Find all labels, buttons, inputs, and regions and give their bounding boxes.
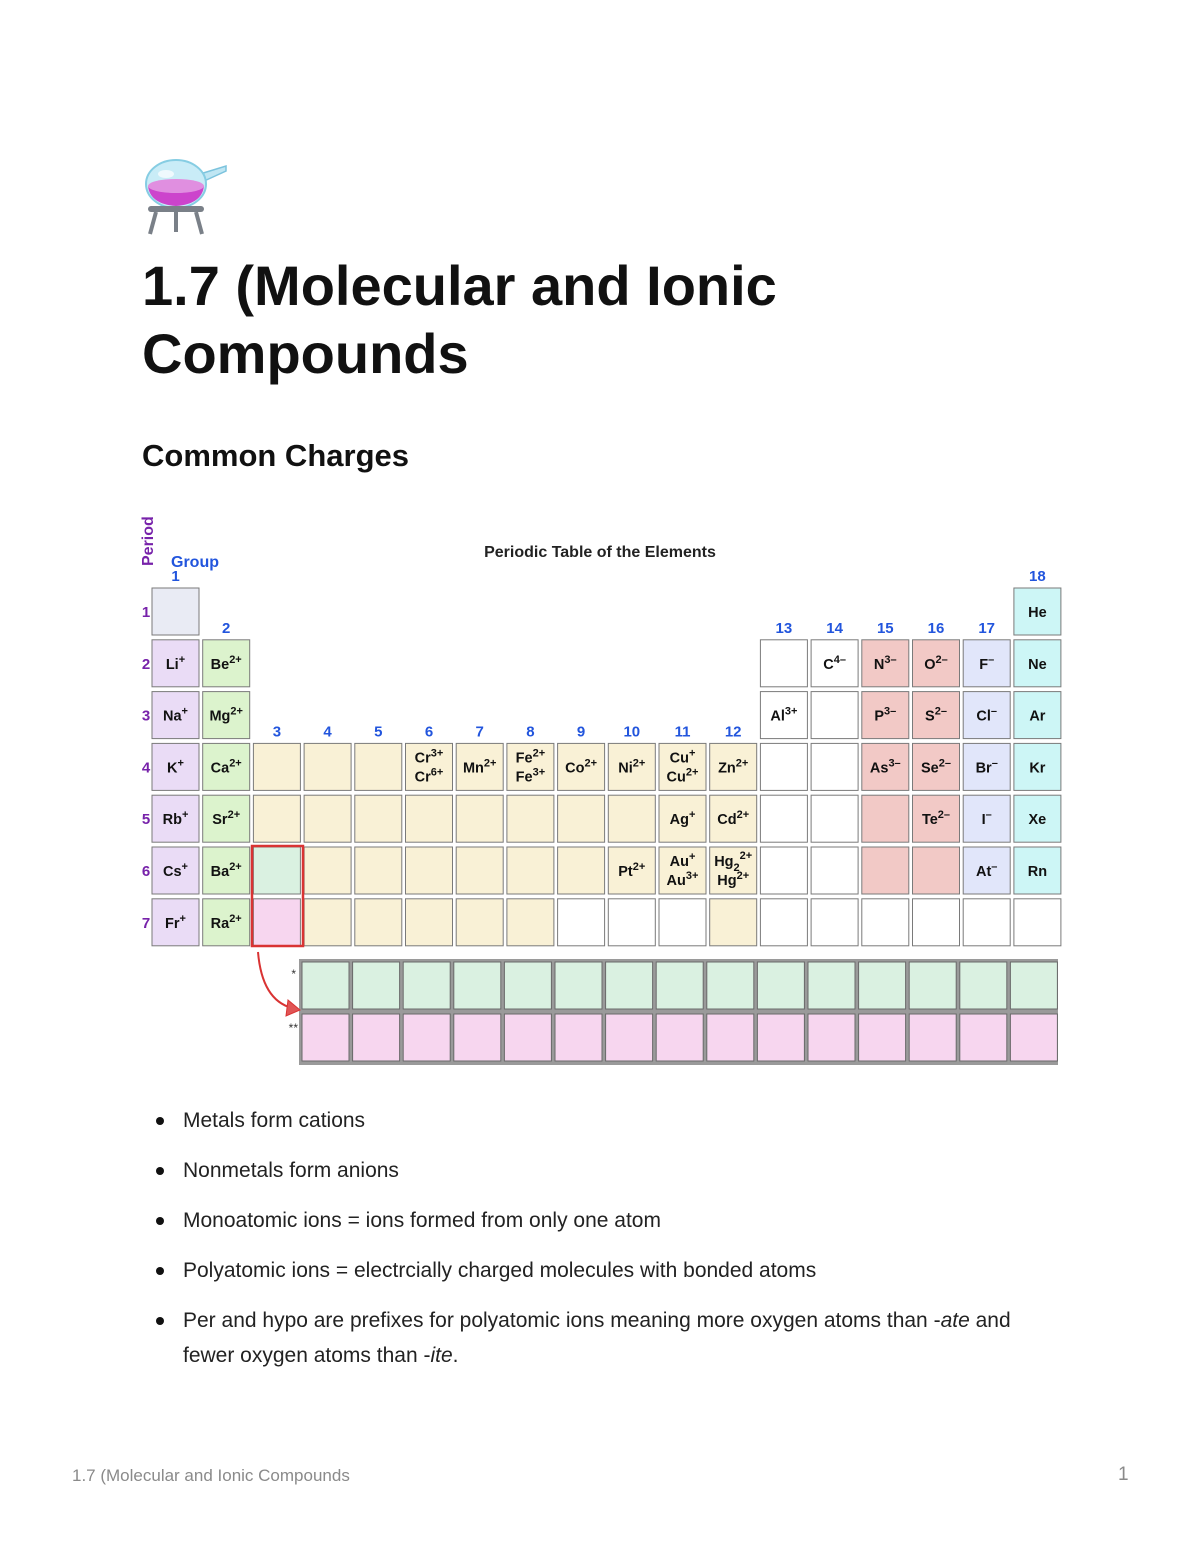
cell-box xyxy=(608,899,655,946)
ion-label: Cu+ xyxy=(669,747,696,767)
group-axis-label: Group xyxy=(171,554,219,571)
ion-label: $Cu^{2+}$ xyxy=(666,766,699,786)
element-cell xyxy=(203,640,250,687)
element-cell xyxy=(862,743,909,790)
group-number: 15 xyxy=(876,619,894,637)
periodic-table xyxy=(0,500,1200,1080)
cell-box xyxy=(811,743,858,790)
element-cell xyxy=(355,743,402,790)
list-item xyxy=(156,1103,1056,1138)
element-cell xyxy=(406,847,453,894)
group-number: 8 xyxy=(526,723,535,741)
ion-label: $Au^{3+}$ xyxy=(666,870,699,889)
cell-box xyxy=(558,847,605,894)
period-number: 1 xyxy=(141,604,151,621)
f-block-cell xyxy=(859,962,906,1009)
period-number: 2 xyxy=(141,655,151,673)
ion-label: $Fe^{2+}$ xyxy=(515,747,546,767)
group-number: 6 xyxy=(424,723,434,741)
element-cell xyxy=(304,899,351,946)
f-block-cell xyxy=(859,1014,906,1061)
f-block-cell xyxy=(1010,962,1057,1009)
element-cell xyxy=(507,899,554,946)
period-number: 4 xyxy=(141,759,151,777)
element-cell xyxy=(1014,795,1061,842)
element-cell xyxy=(608,899,655,946)
ion-label: Ag+ xyxy=(669,809,696,829)
element-cell xyxy=(507,743,554,790)
f-block-cell xyxy=(606,1014,653,1061)
f-block-cell xyxy=(808,962,855,1009)
list-item-text: Metals form cations xyxy=(183,1109,366,1132)
ion-label: Ne xyxy=(1028,656,1047,673)
cell-box xyxy=(760,795,807,842)
ion-label: Cl– xyxy=(976,705,998,725)
f-block-cell xyxy=(1010,1014,1057,1061)
group-number: 14 xyxy=(826,619,843,637)
group-number: 10 xyxy=(623,723,641,741)
element-cell xyxy=(659,743,706,790)
cell-box xyxy=(253,899,300,946)
cell-box xyxy=(913,847,960,894)
element-cell xyxy=(811,692,858,739)
element-cell xyxy=(760,899,807,946)
cell-box xyxy=(862,899,909,946)
element-cell xyxy=(558,795,605,842)
cell-box xyxy=(811,692,858,739)
element-cell xyxy=(811,640,858,687)
bullet-icon xyxy=(156,1317,164,1325)
element-cell xyxy=(152,899,199,946)
group-number: 18 xyxy=(1029,568,1046,585)
element-cell xyxy=(1014,847,1061,894)
element-cell xyxy=(456,795,503,842)
element-cell xyxy=(456,899,503,946)
cell-box xyxy=(608,795,655,842)
f-block-cell xyxy=(960,1014,1007,1061)
element-cell xyxy=(152,588,199,635)
element-cell xyxy=(659,899,706,946)
cell-box xyxy=(710,899,757,946)
ion-label: $Co^{2+}$ xyxy=(565,757,598,777)
f-block-cell xyxy=(656,962,703,1009)
ion-label: $O^{2-}$ xyxy=(924,653,948,673)
f-block-rows xyxy=(299,959,1058,1065)
group-number: 9 xyxy=(576,723,586,741)
group-number: 5 xyxy=(374,723,383,741)
element-cell xyxy=(963,692,1010,739)
group-number: 13 xyxy=(775,619,793,637)
ion-label: Na+ xyxy=(163,705,188,725)
arrow-icon xyxy=(258,952,292,1008)
element-cell xyxy=(913,743,960,790)
cell-box xyxy=(558,795,605,842)
f-block-cell xyxy=(606,962,653,1009)
element-cell xyxy=(913,899,960,946)
element-cell xyxy=(913,692,960,739)
period-number: 7 xyxy=(141,914,151,932)
ion-label: At– xyxy=(975,861,998,880)
element-cell xyxy=(355,847,402,894)
ion-label: Rn xyxy=(1027,864,1048,880)
element-cell xyxy=(608,743,655,790)
lanthanide-marker: * xyxy=(291,967,296,981)
element-cell xyxy=(710,899,757,946)
ion-label: $Hg_2^{2+}$ xyxy=(714,850,753,874)
ion-label: $Mn^{2+}$ xyxy=(462,757,497,777)
ion-label: He xyxy=(1028,605,1047,621)
element-cell xyxy=(811,899,858,946)
element-cell xyxy=(760,692,807,739)
f-block-cell xyxy=(302,1014,349,1061)
element-cell xyxy=(760,847,807,894)
bullet-icon xyxy=(156,1267,164,1275)
f-block-cell xyxy=(808,1014,855,1061)
element-cell xyxy=(963,640,1010,687)
f-block-cell xyxy=(707,1014,754,1061)
element-cell xyxy=(710,795,757,842)
element-cell xyxy=(1014,743,1061,790)
cell-box xyxy=(811,847,858,894)
cell-box xyxy=(406,899,453,946)
element-cell xyxy=(203,899,250,946)
f-block-cell xyxy=(909,962,956,1009)
list-item xyxy=(156,1203,1056,1238)
element-cell xyxy=(406,795,453,842)
periodic-table-title: Periodic Table of the Elements xyxy=(484,544,716,561)
cell-box xyxy=(659,899,706,946)
ion-label: $N^{3-}$ xyxy=(873,653,897,673)
page-number: 1 xyxy=(1118,1464,1129,1485)
ion-label: Ar xyxy=(1029,708,1046,725)
ion-label: $Mg^{2+}$ xyxy=(209,705,243,725)
ion-label: $Ca^{2+}$ xyxy=(210,757,242,777)
cell-box xyxy=(913,899,960,946)
ion-label: $C^{4-}$ xyxy=(823,653,846,673)
cell-box xyxy=(456,795,503,842)
group-number: 11 xyxy=(674,723,691,741)
element-cell xyxy=(253,899,300,946)
ion-label: $Pt^{2+}$ xyxy=(618,861,646,880)
element-cell xyxy=(862,899,909,946)
f-block-cell xyxy=(757,1014,804,1061)
element-cell xyxy=(963,847,1010,894)
element-cell xyxy=(811,795,858,842)
cell-box xyxy=(507,899,554,946)
ion-label: $Hg^{2+}$ xyxy=(717,870,750,889)
element-cell xyxy=(355,795,402,842)
f-block-cell xyxy=(555,1014,602,1061)
element-cell xyxy=(152,743,199,790)
text-part: Per and hypo are prefixes for polyatomic ions meaning more oxygen atoms than - xyxy=(183,1309,941,1332)
element-cell xyxy=(1014,640,1061,687)
element-cell xyxy=(862,795,909,842)
period-number: 5 xyxy=(141,811,151,829)
ion-label: K+ xyxy=(167,757,184,777)
f-block-cell xyxy=(707,962,754,1009)
cell-box xyxy=(152,588,199,635)
element-cell xyxy=(152,847,199,894)
element-cell xyxy=(253,795,300,842)
bullet-icon xyxy=(156,1117,164,1125)
period-axis-label: Period xyxy=(140,516,157,566)
cell-box xyxy=(406,795,453,842)
group-number: 12 xyxy=(724,723,742,741)
cell-box xyxy=(507,795,554,842)
list-item xyxy=(156,1303,1056,1373)
emphasis-ite: ite xyxy=(430,1344,453,1367)
element-cell xyxy=(304,847,351,894)
cell-box xyxy=(862,795,909,842)
f-block-cell xyxy=(504,1014,551,1061)
group-number: 2 xyxy=(222,619,231,637)
ion-label: Fr+ xyxy=(165,912,186,932)
element-cell xyxy=(507,795,554,842)
group-number: 17 xyxy=(978,619,996,637)
cell-box xyxy=(304,899,351,946)
group-number: 1 xyxy=(171,568,180,585)
element-cell xyxy=(558,847,605,894)
element-cell xyxy=(507,847,554,894)
cell-box xyxy=(862,847,909,894)
element-cell xyxy=(1014,588,1061,635)
cell-box xyxy=(1014,899,1061,946)
element-cell xyxy=(203,743,250,790)
element-cell xyxy=(963,795,1010,842)
ion-label: $Sr^{2+}$ xyxy=(212,809,241,829)
element-cell xyxy=(152,640,199,687)
cell-box xyxy=(304,743,351,790)
element-cell xyxy=(203,692,250,739)
element-cell xyxy=(304,743,351,790)
element-cell xyxy=(811,743,858,790)
list-item xyxy=(156,1253,1056,1288)
period-number: 3 xyxy=(141,707,151,725)
element-cell xyxy=(1014,692,1061,739)
cell-box xyxy=(760,743,807,790)
element-cell xyxy=(710,743,757,790)
element-cell xyxy=(406,743,453,790)
list-item xyxy=(156,1153,1056,1188)
group-number: 4 xyxy=(323,723,332,741)
bullet-icon xyxy=(156,1167,164,1175)
element-cell xyxy=(558,899,605,946)
cell-box xyxy=(963,899,1010,946)
ion-label: $Ba^{2+}$ xyxy=(210,861,242,880)
ion-label: Br– xyxy=(975,757,998,777)
element-cell xyxy=(608,795,655,842)
element-cell xyxy=(862,640,909,687)
ion-label: Xe xyxy=(1028,812,1047,829)
actinide-marker: ** xyxy=(288,1021,298,1035)
ion-label: Cs+ xyxy=(163,861,188,880)
ion-label: Rb+ xyxy=(162,809,189,829)
f-block-cell xyxy=(909,1014,956,1061)
element-cell xyxy=(963,899,1010,946)
cell-box xyxy=(456,847,503,894)
f-block-cell xyxy=(353,962,400,1009)
text-part: and fewer oxygen atoms than - xyxy=(183,1309,1011,1367)
list-item-text: Nonmetals form anions xyxy=(183,1159,399,1182)
cell-box xyxy=(760,847,807,894)
element-cell xyxy=(558,743,605,790)
ion-label: $Ni^{2+}$ xyxy=(618,757,646,777)
element-cell xyxy=(862,692,909,739)
ion-label: $Se^{2-}$ xyxy=(921,757,951,777)
f-block-cell xyxy=(757,962,804,1009)
cell-box xyxy=(456,899,503,946)
cell-box xyxy=(355,743,402,790)
list-item-text: Monoatomic ions = ions formed from only one atom xyxy=(183,1209,661,1232)
element-cell xyxy=(608,847,655,894)
cell-box xyxy=(760,640,807,687)
f-block-cell xyxy=(454,1014,501,1061)
element-cell xyxy=(659,795,706,842)
element-cell xyxy=(253,847,300,894)
cell-box xyxy=(253,847,300,894)
bullet-icon xyxy=(156,1217,164,1225)
f-block-cell xyxy=(555,962,602,1009)
cell-box xyxy=(811,899,858,946)
cell-box xyxy=(355,795,402,842)
f-block-cell xyxy=(504,962,551,1009)
alembic-icon xyxy=(142,152,228,236)
ion-label: $Te^{2-}$ xyxy=(921,809,951,829)
ion-label: Li+ xyxy=(165,653,186,673)
element-cell xyxy=(203,795,250,842)
element-cell xyxy=(152,795,199,842)
f-block-cell xyxy=(302,962,349,1009)
cell-box xyxy=(253,743,300,790)
element-cell xyxy=(203,847,250,894)
period-numbers xyxy=(142,604,151,932)
element-cell xyxy=(760,743,807,790)
element-cell xyxy=(913,640,960,687)
arrow-head-icon xyxy=(286,1000,300,1016)
ion-label: F– xyxy=(979,653,995,673)
cell-box xyxy=(760,899,807,946)
element-cell xyxy=(456,847,503,894)
period-number: 6 xyxy=(141,863,151,880)
f-block-cell xyxy=(353,1014,400,1061)
group-number: 16 xyxy=(927,619,945,637)
ion-label: $Cd^{2+}$ xyxy=(717,809,750,829)
cell-box xyxy=(355,899,402,946)
ion-label: $P^{3-}$ xyxy=(874,705,897,725)
element-cell xyxy=(152,692,199,739)
cell-box xyxy=(811,795,858,842)
f-block-cell xyxy=(403,962,450,1009)
element-cell xyxy=(1014,899,1061,946)
notes-list xyxy=(156,1103,1056,1388)
ion-label: Kr xyxy=(1029,760,1046,777)
text-part: . xyxy=(452,1344,459,1367)
element-cell xyxy=(913,795,960,842)
element-cell xyxy=(659,847,706,894)
element-cell xyxy=(355,899,402,946)
emphasis-ate: ate xyxy=(940,1309,970,1332)
document-title: 1.7 (Molecular and Ionic Compounds xyxy=(142,254,777,385)
cell-box xyxy=(253,795,300,842)
element-cell xyxy=(456,743,503,790)
element-cell xyxy=(913,847,960,894)
f-block-cell xyxy=(656,1014,703,1061)
element-cell xyxy=(253,743,300,790)
ion-label: $Be^{2+}$ xyxy=(210,653,242,673)
element-cell xyxy=(862,847,909,894)
ion-label: $Cr^{6+}$ xyxy=(414,766,444,786)
cell-box xyxy=(304,847,351,894)
group-number: 7 xyxy=(475,723,484,741)
ion-label: $Al^{3+}$ xyxy=(770,705,798,725)
list-item-text xyxy=(183,1309,1011,1367)
ion-label: $S^{2-}$ xyxy=(925,705,947,725)
element-cell xyxy=(406,899,453,946)
ion-label: $Zn^{2+}$ xyxy=(718,757,749,777)
cell-box xyxy=(558,899,605,946)
element-cell xyxy=(304,795,351,842)
ion-label: $Cr^{3+}$ xyxy=(414,747,444,767)
f-block-cell xyxy=(454,962,501,1009)
f-block-cell xyxy=(403,1014,450,1061)
f-block-cell xyxy=(960,962,1007,1009)
element-cell xyxy=(760,795,807,842)
element-cell xyxy=(963,743,1010,790)
ion-label: $As^{3-}$ xyxy=(869,757,901,777)
section-heading: Common Charges xyxy=(142,438,409,473)
element-cell xyxy=(811,847,858,894)
cell-box xyxy=(406,847,453,894)
list-item-text: Polyatomic ions = electrcially charged molecules with bonded atoms xyxy=(183,1259,817,1282)
cell-box xyxy=(355,847,402,894)
element-cells xyxy=(152,588,1061,946)
ion-label: $Ra^{2+}$ xyxy=(210,912,242,932)
cell-box xyxy=(304,795,351,842)
element-cell xyxy=(760,640,807,687)
cell-box xyxy=(507,847,554,894)
ion-label: I– xyxy=(981,809,992,829)
group-number: 3 xyxy=(272,723,282,741)
ion-label: Au+ xyxy=(669,851,696,870)
ion-label: $Fe^{3+}$ xyxy=(515,766,546,786)
footer-title: 1.7 (Molecular and Ionic Compounds xyxy=(72,1466,350,1485)
element-cell xyxy=(710,847,757,894)
